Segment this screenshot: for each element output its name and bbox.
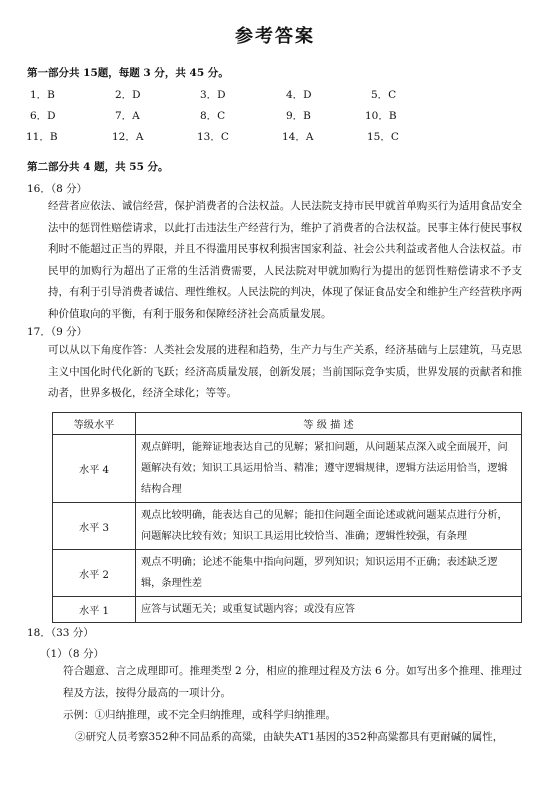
answer-item: 15．C (367, 131, 399, 143)
answer-item: 8．C (200, 110, 226, 122)
part2-heading: 第二部分共 4 题，共 55 分。 (27, 161, 169, 173)
answer-item: 7．A (115, 110, 140, 122)
table-row (53, 503, 522, 550)
answer-item: 1．B (30, 89, 55, 101)
description-cell: 观点鲜明，能辩证地表达自己的见解；紧扣问题，从问题某点深入或全面展开，问题解决有效；知识工具运用恰当、精准；遵守逻辑规律，逻辑方法运用恰当，逻辑结构合理 (136, 435, 522, 503)
part1-heading: 第一部分共 15题，每题 3 分，共 45 分。 (27, 67, 229, 79)
level-cell: 水平 3 (53, 503, 136, 550)
answer-item: 11．B (26, 131, 58, 143)
answer-item: 6．D (30, 110, 56, 122)
page-title: 参考答案 (235, 26, 315, 47)
grading-level-table (52, 412, 522, 623)
answer-item: 13．C (197, 131, 229, 143)
level-cell: 水平 4 (53, 435, 136, 503)
table-header-level: 等级水平 (53, 413, 136, 435)
answer-item: 12．A (112, 131, 144, 143)
answer-item: 9．B (286, 110, 311, 122)
table-row (53, 550, 522, 597)
answer-item: 14．A (282, 131, 314, 143)
description-cell: 应答与试题无关；或重复试题内容；或没有应答 (136, 597, 522, 623)
table-row (53, 435, 522, 503)
question-18-sub1-answer: 符合题意、言之成理即可。推理类型 2 分，相应的推理过程及方法 6 分。如写出多个推理、推理过程及方法，按得分最高的一项计分。 (63, 665, 522, 699)
description-cell: 观点不明确；论述不能集中指向问题，罗列知识；知识运用不正确；表述缺乏逻辑，条理性差 (136, 550, 522, 597)
table-header-description: 等 级 描 述 (136, 413, 522, 435)
answer-item: 5．C (371, 89, 397, 101)
table-row (53, 597, 522, 623)
question-18-sub1-label: （1）（8 分） (40, 648, 104, 660)
question-18-label: 18．（33 分） (27, 627, 94, 639)
question-16-label: 16．（8 分） (27, 183, 88, 195)
answer-item: 10．B (365, 110, 397, 122)
question-18-example: 示例：①归纳推理，或不完全归纳推理，或科学归纳推理。 (63, 709, 336, 721)
answer-item: 3．D (200, 89, 226, 101)
level-cell: 水平 1 (53, 597, 136, 623)
question-18-example-continued: ②研究人员考察352种不同品系的高粱，由缺失AT1基因的352种高粱都具有更耐碱的属性， (75, 731, 504, 743)
answer-item: 2．D (115, 89, 141, 101)
table-header-row (53, 413, 522, 435)
question-17-label: 17．（9 分） (27, 326, 88, 338)
answer-item: 4．D (286, 89, 312, 101)
question-16-answer: 经营者应依法、诚信经营，保护消费者的合法权益。人民法院支持市民甲就首单购买行为适用食品安全法中的惩罚性赔偿请求，以此打击违法生产经营行为，维护了消费者的合法权益。民事主体行使民事权利时不能超过正当的界限，并且不得滥用民事权利损害国家利益、社会公共利益或者他人合法权益。市民甲的加购行为超出了正常的生活消费需要，人民法院对甲就加购行为提出的惩罚性赔偿请求不予支持，有利于引导消费者诚信、理性维权。人民法院的判决，体现了保证食品安全和维护生产经营秩序两种价值取向的平衡，有利于服务和保障经济社会高质量发展。 (48, 200, 522, 320)
question-17-answer: 可以从以下角度作答：人类社会发展的进程和趋势，生产力与生产关系，经济基础与上层建筑，马克思主义中国化时代化新的飞跃；经济高质量发展，创新发展；当前国际竞争实质，世界发展的贡献者和推动者，世界多极化，经济全球化；等等。 (48, 344, 522, 399)
level-cell: 水平 2 (53, 550, 136, 597)
description-cell: 观点比较明确，能表达自己的见解；能扣住问题全面论述或就问题某点进行分析，问题解决比较有效；知识工具运用比较恰当、准确；逻辑性较强，有条理 (136, 503, 522, 550)
